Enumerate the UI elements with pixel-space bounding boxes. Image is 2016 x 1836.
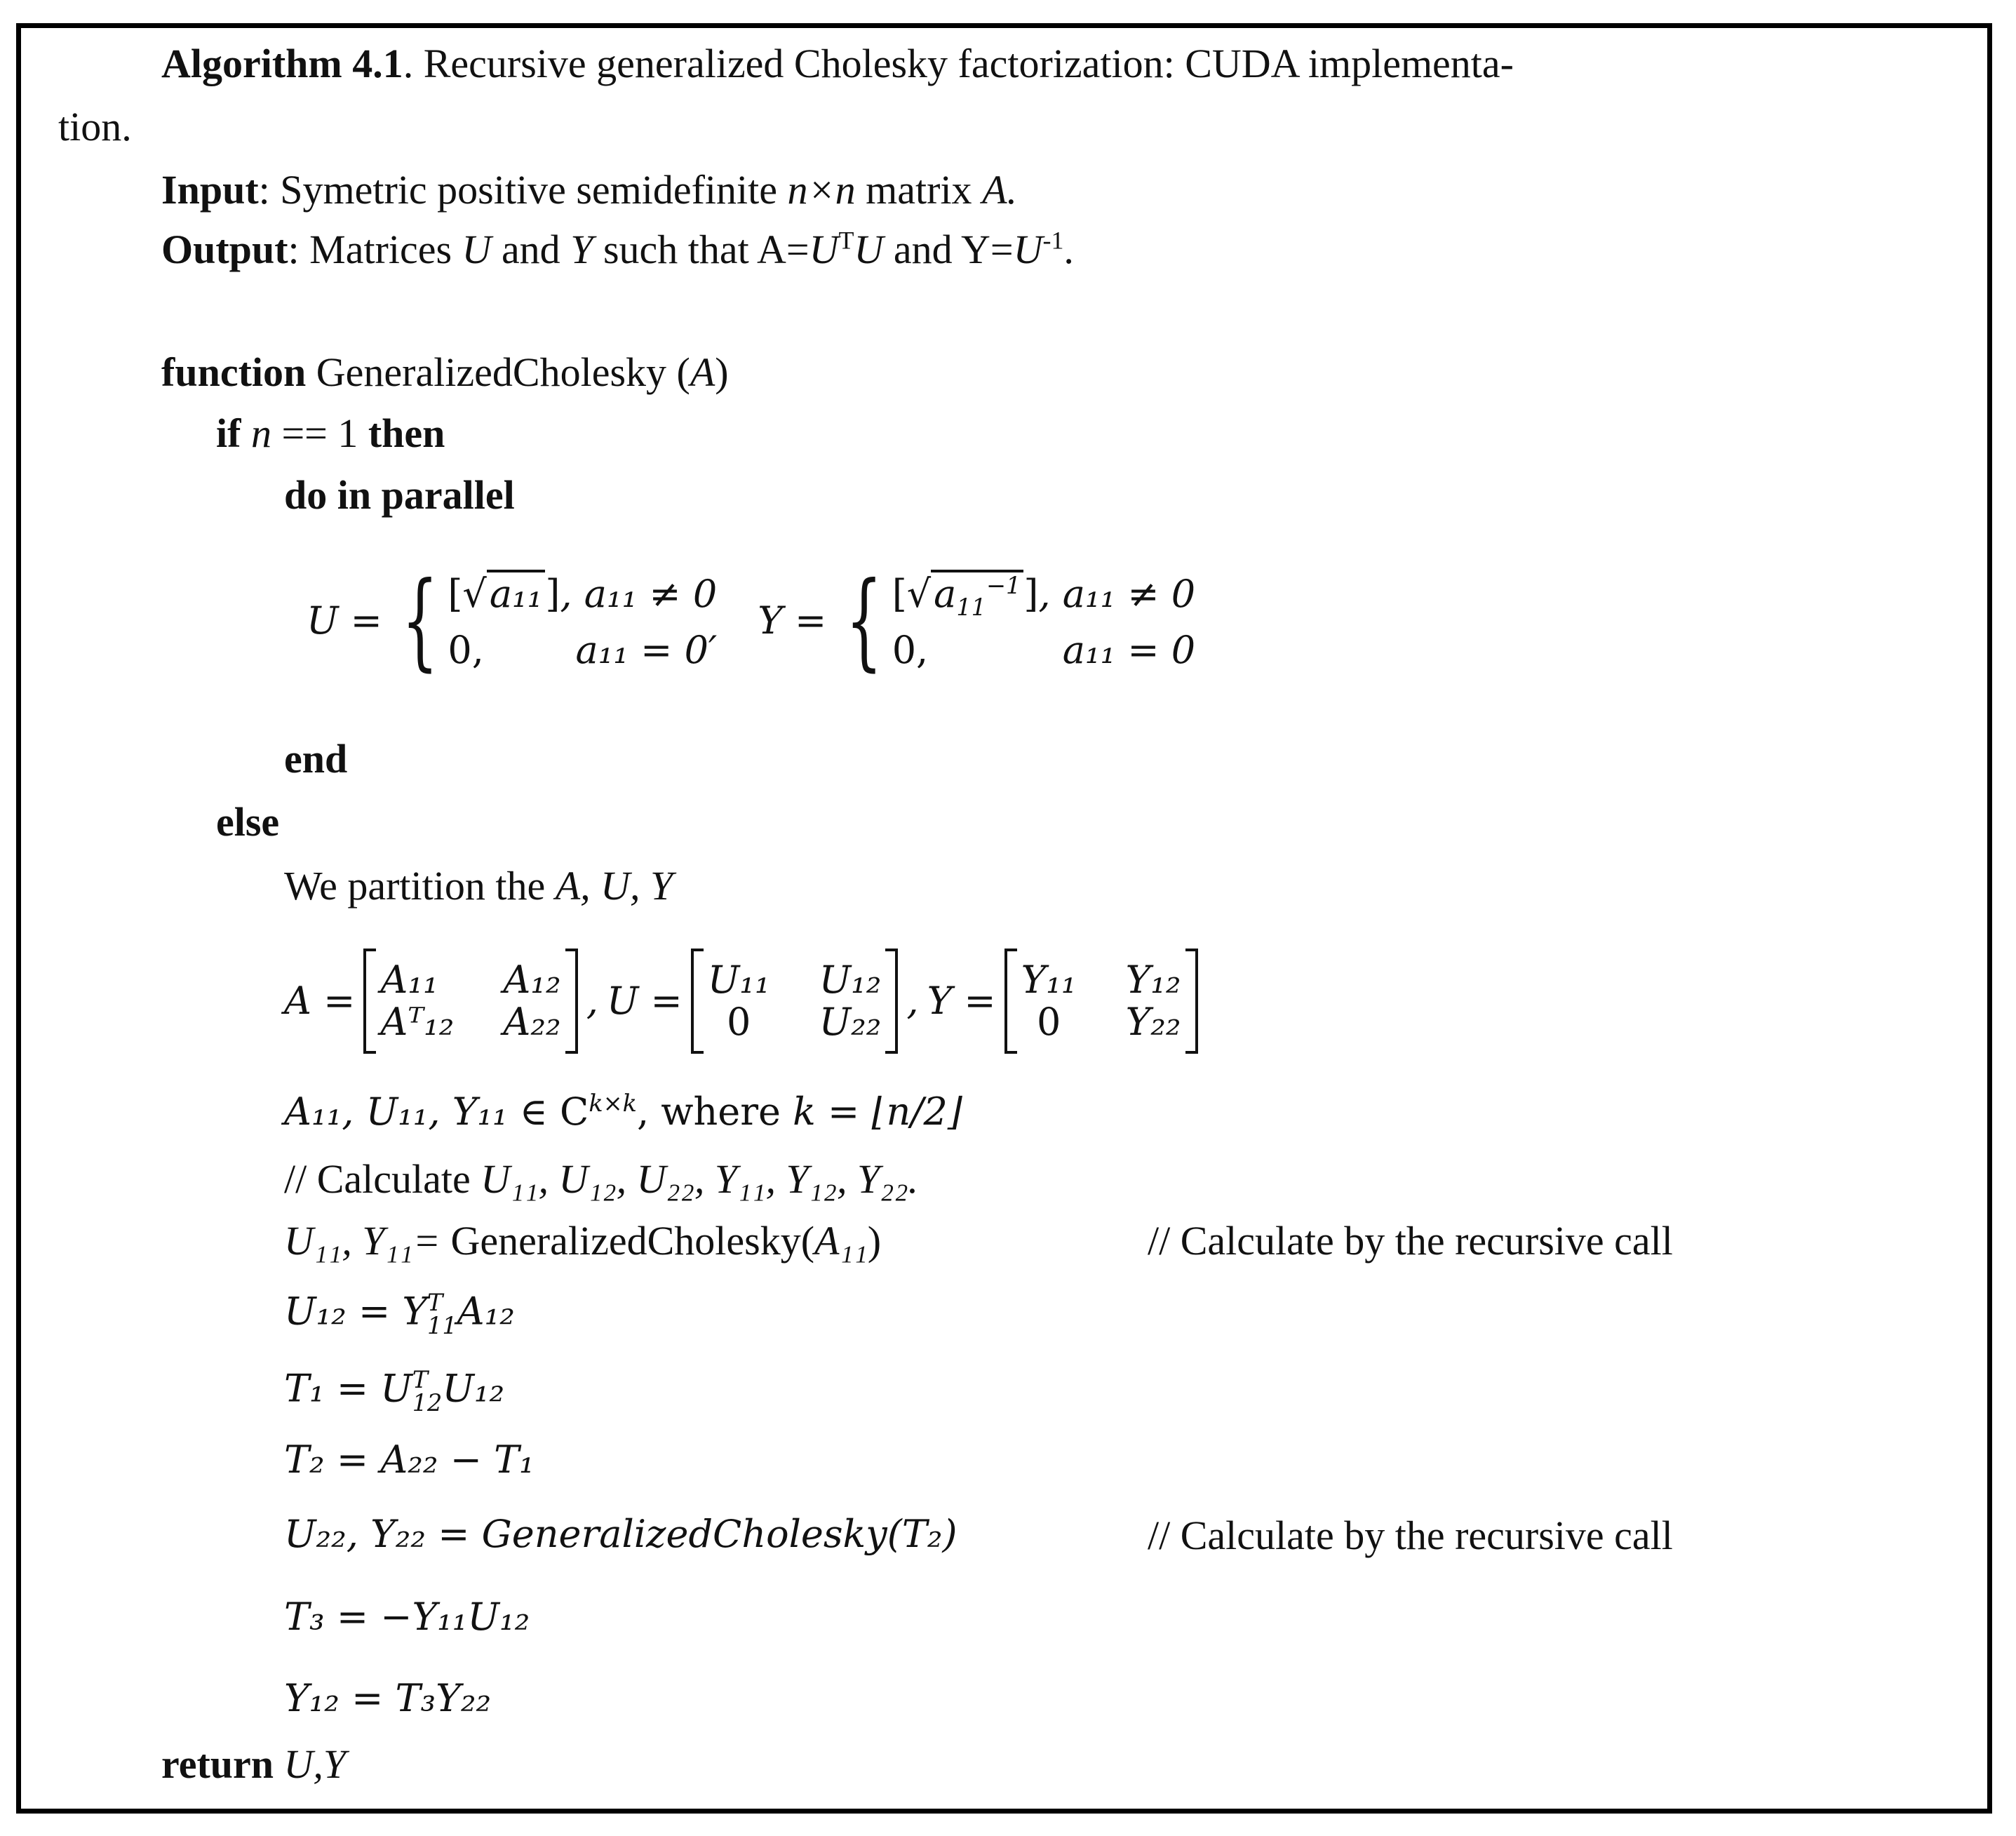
step-t1 (284, 1368, 504, 1415)
then-keyword: then (368, 410, 445, 456)
matrix-cell: 0 (1036, 1000, 1061, 1044)
u-case-1: [√a₁₁], a₁₁ ≠ 0 (448, 570, 717, 616)
output-line (161, 226, 1074, 272)
do-parallel: do in parallel (284, 472, 515, 518)
input-var: A. (982, 167, 1017, 213)
step-u11-fn: GeneralizedCholesky( (450, 1218, 815, 1264)
algorithm-title (161, 43, 1514, 84)
left-bracket-icon (1004, 949, 1017, 1054)
partition-text: We partition the (284, 863, 556, 909)
matrix-separator: , (906, 979, 919, 1023)
output-label: Output (161, 227, 288, 272)
matrix-cell: Y₂₂ (1125, 1000, 1181, 1044)
matrix-cell: A₁₁ (380, 958, 438, 1002)
u-case2-cond: a₁₁ = 0′ (575, 628, 718, 672)
matrix-separator: , (586, 979, 598, 1023)
return-vars: U,Y (274, 1741, 347, 1787)
step-t1-sup: T (412, 1366, 429, 1393)
output-and2: and Y= (883, 227, 1014, 272)
calc-vars: U₁₁, U₁₂, U₂₂, Y₁₁, Y₁₂, Y₂₂. (481, 1156, 919, 1202)
matrix-y-lhs: Y = (927, 979, 996, 1023)
y-case2-cond: a₁₁ = 0 (1062, 628, 1196, 672)
output-transpose: T (838, 226, 854, 255)
y-cases (836, 560, 1196, 682)
matrix-cell: 0 (727, 1000, 751, 1044)
block-matrices (284, 949, 1198, 1054)
membership-vars: A₁₁, U₁₁, Y₁₁ (284, 1090, 508, 1134)
input-label: Input (161, 167, 259, 213)
function-name: GeneralizedCholesky ( (306, 349, 690, 395)
output-u2: U (854, 227, 884, 272)
membership-dim: k×k (589, 1090, 637, 1117)
else-keyword: else (216, 799, 280, 845)
function-line (161, 349, 729, 395)
output-y: Y (570, 227, 593, 272)
if-cond-n: n (241, 410, 282, 456)
y-case1-cond: , a₁₁ ≠ 0 (1038, 571, 1196, 616)
matrix-cell: A₂₂ (503, 1000, 561, 1044)
algorithm-title-wrap: tion. (58, 104, 132, 149)
step-u22: U₂₂, Y₂₂ = GeneralizedCholesky(T₂) (284, 1512, 957, 1556)
y-sqrt-sub: 11 (956, 593, 986, 621)
return-line (161, 1741, 347, 1787)
y-case-1: $[√a_{11}^{-1}]$, a₁₁ ≠ 0 (892, 570, 1195, 616)
step-u12-sub: 11 (427, 1312, 457, 1340)
left-brace-icon: { (845, 560, 883, 682)
output-text: : Matrices (288, 227, 462, 272)
step-u12 (284, 1291, 515, 1338)
output-such: such that A= (593, 227, 809, 272)
matrix-cell: U₁₂ (819, 958, 882, 1002)
u-sqrt-arg: a₁₁ (487, 570, 546, 616)
output-and: and (491, 227, 571, 272)
step-u12-tail: A₁₂ (457, 1289, 515, 1334)
right-bracket-icon (1185, 949, 1198, 1054)
input-line (161, 167, 1017, 213)
step-u11-line (284, 1218, 882, 1264)
y-sqrt-base: a (934, 571, 957, 616)
matrix-a-lhs: A = (284, 979, 356, 1023)
u-case-2 (448, 629, 717, 672)
step-u11-close: ) (867, 1218, 882, 1264)
right-bracket-icon (565, 949, 578, 1054)
piecewise-definitions (307, 560, 1196, 682)
membership-k: k = ⌊n/2⌋ (793, 1090, 962, 1134)
output-uinv: U (1013, 227, 1043, 272)
function-close: ) (715, 349, 729, 395)
matrix-y (1004, 949, 1198, 1054)
u-case2-val: 0, (448, 628, 484, 672)
membership-in: ∈ C (507, 1090, 589, 1134)
output-ut: U (809, 227, 839, 272)
y-case-2 (892, 629, 1195, 672)
y-lhs: Y = (758, 598, 827, 643)
y-sqrt-sup: −1 (986, 571, 1021, 599)
output-inverse: -1 (1042, 226, 1064, 255)
step-t3: T₃ = −Y₁₁U₁₂ (284, 1595, 530, 1639)
function-keyword: function (161, 349, 307, 395)
if-keyword: if (216, 410, 241, 456)
membership-line (284, 1090, 962, 1134)
right-bracket-icon (885, 949, 898, 1054)
u-cases (392, 560, 718, 682)
step-t2: T₂ = A₂₂ − T₁ (284, 1438, 535, 1482)
calc-comment-line (284, 1156, 919, 1202)
y-case2-val: 0, (892, 628, 929, 672)
step-t1-tail: U₁₂ (442, 1366, 505, 1411)
algorithm-title-text: . Recursive generalized Cholesky factorization: CUDA implementa- (403, 41, 1514, 86)
matrix-u (691, 949, 899, 1054)
u-lhs: U = (307, 598, 382, 643)
matrix-cell: Aᵀ₁₂ (380, 1000, 455, 1044)
left-brace-icon: { (401, 560, 438, 682)
matrix-cell: U₁₁ (707, 958, 770, 1002)
algorithm-number: Algorithm 4.1 (161, 41, 403, 86)
step-t1-lhs: T₁ = U (284, 1366, 412, 1411)
comment-recursive-1: // Calculate by the recursive call (1148, 1218, 1673, 1264)
matrix-cell: A₁₂ (503, 958, 561, 1002)
input-dimension: n×n (787, 167, 856, 213)
partition-line (284, 863, 673, 909)
membership-where: , where (636, 1090, 793, 1134)
input-text: : Symetric positive semidefinite (258, 167, 788, 213)
u-case1-cond: , a₁₁ ≠ 0 (560, 571, 718, 616)
output-u: U (462, 227, 492, 272)
matrix-cell: Y₁₂ (1125, 958, 1181, 1002)
matrix-a (363, 949, 577, 1054)
step-u11-arg: A₁₁ (814, 1218, 868, 1264)
step-u11-lhs: U₁₁, Y₁₁= (284, 1218, 451, 1264)
comment-recursive-2: // Calculate by the recursive call (1148, 1513, 1673, 1558)
end-keyword: end (284, 736, 348, 782)
left-bracket-icon (363, 949, 376, 1054)
input-tail: matrix (855, 167, 983, 213)
if-cond: == 1 (281, 410, 368, 456)
if-line (216, 410, 445, 456)
function-arg: A (690, 349, 715, 395)
matrix-cell: Y₁₁ (1021, 958, 1077, 1002)
matrix-cell: U₂₂ (819, 1000, 882, 1044)
calc-comment: // Calculate (284, 1156, 481, 1202)
left-bracket-icon (691, 949, 704, 1054)
step-u12-sup: T (427, 1289, 443, 1316)
step-y12: Y₁₂ = T₃Y₂₂ (284, 1676, 492, 1720)
partition-vars: A, U, Y (555, 863, 673, 909)
step-t1-sub: 12 (412, 1389, 443, 1417)
step-u12-lhs: U₁₂ = Y (284, 1289, 428, 1334)
return-keyword: return (161, 1741, 274, 1787)
output-end: . (1063, 227, 1074, 272)
matrix-u-lhs: U = (606, 979, 683, 1023)
